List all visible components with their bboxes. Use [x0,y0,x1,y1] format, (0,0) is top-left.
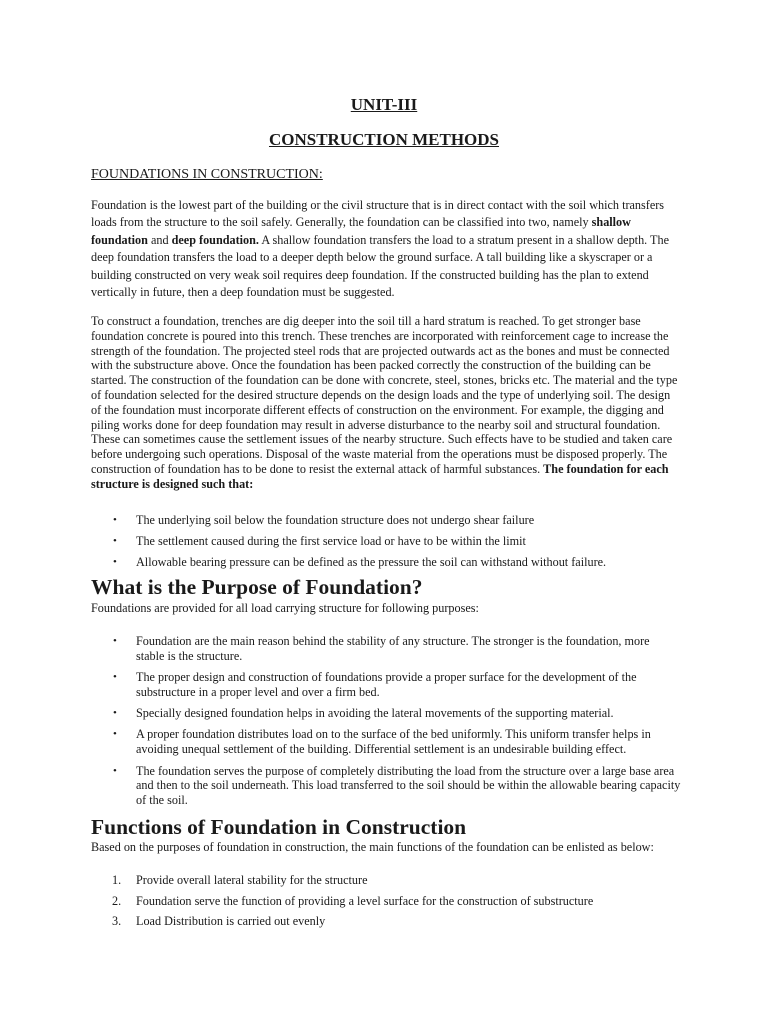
deep-foundation-term: deep foundation. [171,232,259,247]
purpose-intro: Foundations are provided for all load carrying structure for following purposes: [91,601,479,615]
list-item: • The settlement caused during the first service load or have to be within the limit [91,531,681,552]
list-text: Foundation serve the function of providing a level surface for the construction of substructure [136,893,594,908]
construction-text: To construct a foundation, trenches are dig deeper into the soil till a hard stratum is reached. To get stronger base foundation concrete is poured into this trench. These trenches are incorporated with reinforcement cage to increase the strength of the foundation. The projected steel rods that are projected outwards act as the bones and must be connected with the substructure above. Once the foundation has been packed correctly the construction of the building can be started. The construction of the foundation can be done with concrete, steel, stones, bricks etc. The material and the type of foundation selected for the desired structure depends on the design loads and the type of underlying soil. The design of the foundation must incorporate different effects of construction on the environment. For example, the digging and piling works done for deep foundation may result in adverse disturbance to the nearby soil and structural foundation. These can sometimes cause the settlement issues of the nearby structure. Such effects have to be studied and taken care before undergoing such operations. Disposal of the waste material from the operations must be disposed properly. The construction of foundation has to be done to resist the external attack of harmful substances. [91,314,678,476]
document-title: CONSTRUCTION METHODS [268,130,499,149]
purpose-heading: What is the Purpose of Foundation? [91,575,423,599]
list-item: • Foundation are the main reason behind the stability of any structure. The stronger is the foundation, more stable is the structure. [91,634,681,664]
list-item: • Allowable bearing pressure can be defined as the pressure the soil can withstand without failure. [91,552,681,573]
intro-text-3: A shallow foundation transfers the load to a stratum present in a shallow depth. The deep foundation transfers the load to a deeper depth below the ground surface. A tall building like a skyscraper or a building constructed on very weak soil requires deep foundation. If the constructed building has the plan to extend vertically in future, then a deep foundation must be suggested. [91,232,669,300]
intro-text-1: Foundation is the lowest part of the building or the civil structure that is in direct contact with the soil which transfers loads from the structure to the soil safely. Generally, the foundation can be classified into two, namely [91,198,665,230]
list-item: • Specially designed foundation helps in avoiding the lateral movements of the supporting material. [91,706,681,721]
section-heading: FOUNDATIONS IN CONSTRUCTION: [91,167,323,182]
intro-text-2: and [147,232,172,247]
purpose-list [91,634,681,814]
list-text: Load Distribution is carried out evenly [136,914,326,928]
list-item [91,870,681,891]
list-number: 1. [112,873,122,887]
unit-title: UNIT-III [350,95,418,114]
construction-paragraph [91,314,681,492]
functions-heading: Functions of Foundation in Construction [91,815,467,839]
list-item: • The proper design and construction of foundations provide a proper surface for the development of the substructure in a proper level and over a firm bed. [91,670,681,700]
list-number: 3. [112,914,122,928]
shallow-foundation-term: shallow foundation [91,215,631,247]
list-number: 2. [112,893,122,908]
design-requirement-lead: The foundation for each structure is designed such that: [91,461,669,491]
functions-list [91,870,681,932]
list-item: • The underlying soil below the foundation structure does not undergo shear failure [91,510,681,531]
design-criteria-list [91,510,681,573]
functions-intro: Based on the purposes of foundation in construction, the main functions of the foundation can be enlisted as below: [91,840,654,854]
intro-paragraph [91,197,681,301]
list-item: • A proper foundation distributes load on to the surface of the bed uniformly. This uniform transfer helps in avoiding unequal settlement of the building. Differential settlement is an undesirable building effect. [91,727,681,757]
list-item: • The foundation serves the purpose of completely distributing the load from the structure over a large base area and then to the soil underneath. This load transferred to the soil should be within the allowable bearing capacity of the soil. [91,764,681,808]
list-item [91,891,681,912]
list-text: Provide overall lateral stability for the structure [136,873,368,887]
list-item [91,911,681,932]
